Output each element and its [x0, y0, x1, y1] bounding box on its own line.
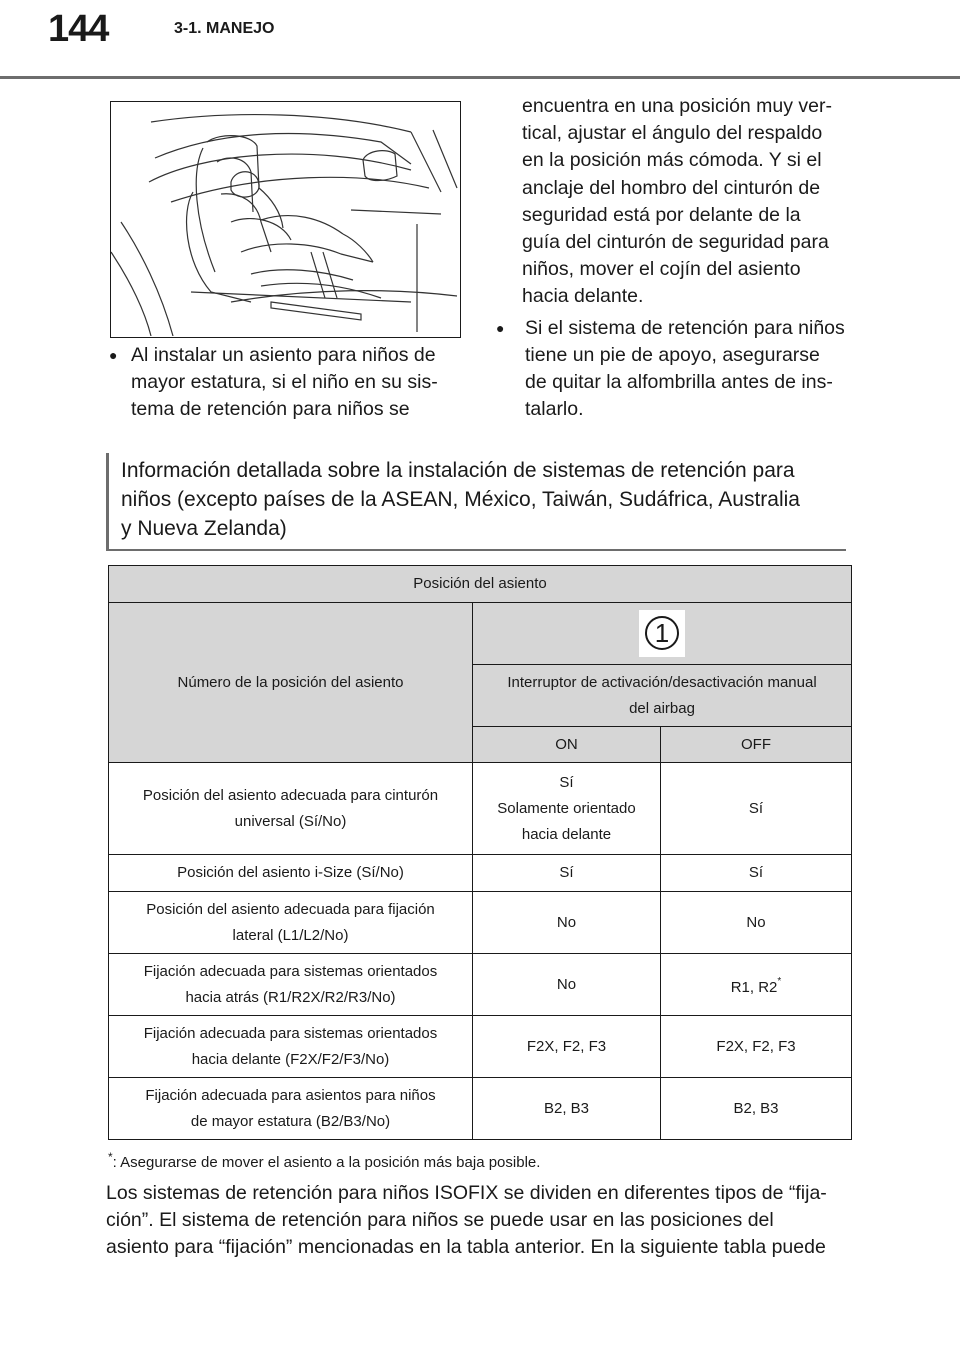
row-label: [109, 892, 473, 954]
footnote-text: : Asegurarse de mover el asiento a la posición más baja posible.: [112, 1154, 541, 1171]
text-line: hacia delante.: [522, 285, 644, 308]
text-line: niños, mover el cojín del asiento: [522, 258, 801, 281]
cell-line: Sí: [559, 773, 574, 791]
header-rule: [0, 76, 960, 79]
text-line: talarlo.: [525, 398, 584, 421]
text-line: seguridad está por delante de la: [522, 203, 801, 226]
table-footnote: [108, 1150, 540, 1171]
page-number: 144: [48, 8, 109, 50]
cell-line: lateral (L1/L2/No): [232, 926, 349, 944]
cell-line: del airbag: [629, 699, 695, 717]
cell-on: [473, 763, 661, 855]
cell-line: Fijación adecuada para asientos para niños: [145, 1086, 436, 1104]
text-line: guía del cinturón de seguridad para: [522, 231, 829, 254]
footnote-marker: *: [108, 1150, 113, 1164]
row-label: [109, 1078, 473, 1140]
cell-line: Fijación adecuada para sistemas orientados: [143, 1024, 438, 1042]
text-line: anclaje del hombro del cinturón de: [522, 176, 821, 199]
table-row: [109, 892, 852, 954]
table-row: [109, 1016, 852, 1078]
subheading-box: [106, 453, 846, 551]
cell-line: Posición del asiento adecuada para cinturón: [142, 786, 439, 804]
text-line: encuentra en una posición muy ver-: [522, 95, 833, 117]
subheading-line: Información detallada sobre la instalación de sistemas de retención para: [121, 459, 795, 482]
cell-line: hacia delante: [521, 825, 612, 843]
text-line: Al instalar un asiento para niños de: [131, 344, 436, 366]
text-line: tical, ajustar el ángulo del respaldo: [522, 122, 823, 145]
bullet-item: [493, 315, 853, 424]
row-label: [109, 855, 473, 892]
continuation-text: [493, 93, 853, 311]
text-line: Si el sistema de retención para niños: [525, 316, 845, 339]
text-line: tema de retención para niños se: [131, 398, 410, 421]
table-row: [109, 763, 852, 855]
cell-on: No: [473, 892, 661, 954]
text-line: Los sistemas de retención para niños ISOFIX se dividen en diferentes tipos de “fija-: [106, 1182, 827, 1204]
cell-line: Interruptor de activación/desactivación manual: [507, 673, 817, 691]
child-seat-illustration: [110, 101, 461, 338]
cell-line: Solamente orientado: [497, 799, 636, 817]
child-seat-drawing: [111, 102, 459, 336]
cell-off: B2, B3: [661, 1078, 852, 1140]
seat-number-badge: 1: [645, 616, 679, 650]
right-column: [493, 93, 853, 423]
cell-on: No: [473, 954, 661, 1016]
column-header-off: OFF: [661, 727, 852, 763]
cell-off: No: [661, 892, 852, 954]
cell-line: universal (Sí/No): [234, 812, 347, 830]
bullet-dot-icon: ●: [109, 347, 118, 363]
seat-number-cell: [473, 603, 852, 665]
cell-off: [661, 954, 852, 1016]
text-line: de quitar la alfombrilla antes de ins-: [525, 371, 833, 394]
cell-line: Fijación adecuada para sistemas orientados: [143, 962, 438, 980]
text-line: asiento para “fijación” mencionadas en la tabla anterior. En la siguiente tabla puede: [106, 1236, 826, 1258]
cell-line: Posición del asiento adecuada para fijación: [146, 900, 435, 918]
page-header: [0, 0, 960, 78]
bullet-text: [131, 342, 438, 424]
subheading: [121, 456, 841, 543]
table-row: [109, 855, 852, 892]
cell-line: de mayor estatura (B2/B3/No): [190, 1112, 391, 1130]
cell-off: F2X, F2, F3: [661, 1016, 852, 1078]
bullet-text: [525, 315, 845, 424]
table-row: [109, 1078, 852, 1140]
row-label: [109, 1016, 473, 1078]
airbag-switch-label: [473, 665, 852, 727]
cell-line: Posición del asiento i-Size (Sí/No): [177, 864, 404, 881]
cell-value: R1, R2: [730, 978, 778, 996]
table-row: [109, 954, 852, 1016]
text-line: ción”. El sistema de retención para niños se puede usar en las posiciones del: [106, 1209, 774, 1231]
cell-off: Sí: [661, 763, 852, 855]
cell-on: Sí: [473, 855, 661, 892]
subheading-line: y Nueva Zelanda): [121, 517, 287, 540]
subheading-line: niños (excepto países de la ASEAN, México, Taiwán, Sudáfrica, Australia: [121, 488, 800, 511]
cell-on: F2X, F2, F3: [473, 1016, 661, 1078]
row-label: [109, 954, 473, 1016]
bullet-item: [106, 342, 458, 424]
table-title: Posición del asiento: [109, 566, 852, 603]
footnote-marker: *: [777, 975, 782, 987]
body-paragraph: [106, 1180, 850, 1261]
text-line: mayor estatura, si el niño en su sis-: [131, 371, 438, 394]
row-label: [109, 763, 473, 855]
section-title: 3-1. MANEJO: [174, 20, 275, 37]
seat-number-label: Número de la posición del asiento: [109, 603, 473, 763]
bullet-dot-icon: ●: [496, 319, 505, 336]
column-header-on: ON: [473, 727, 661, 763]
cell-off: Sí: [661, 855, 852, 892]
text-line: tiene un pie de apoyo, asegurarse: [525, 343, 820, 366]
text-line: en la posición más cómoda. Y si el: [522, 149, 822, 172]
seat-position-table: [108, 565, 852, 1140]
cell-on: B2, B3: [473, 1078, 661, 1140]
left-column: [106, 342, 458, 424]
cell-line: hacia delante (F2X/F2/F3/No): [191, 1050, 390, 1068]
cell-line: hacia atrás (R1/R2X/R2/R3/No): [185, 988, 396, 1006]
